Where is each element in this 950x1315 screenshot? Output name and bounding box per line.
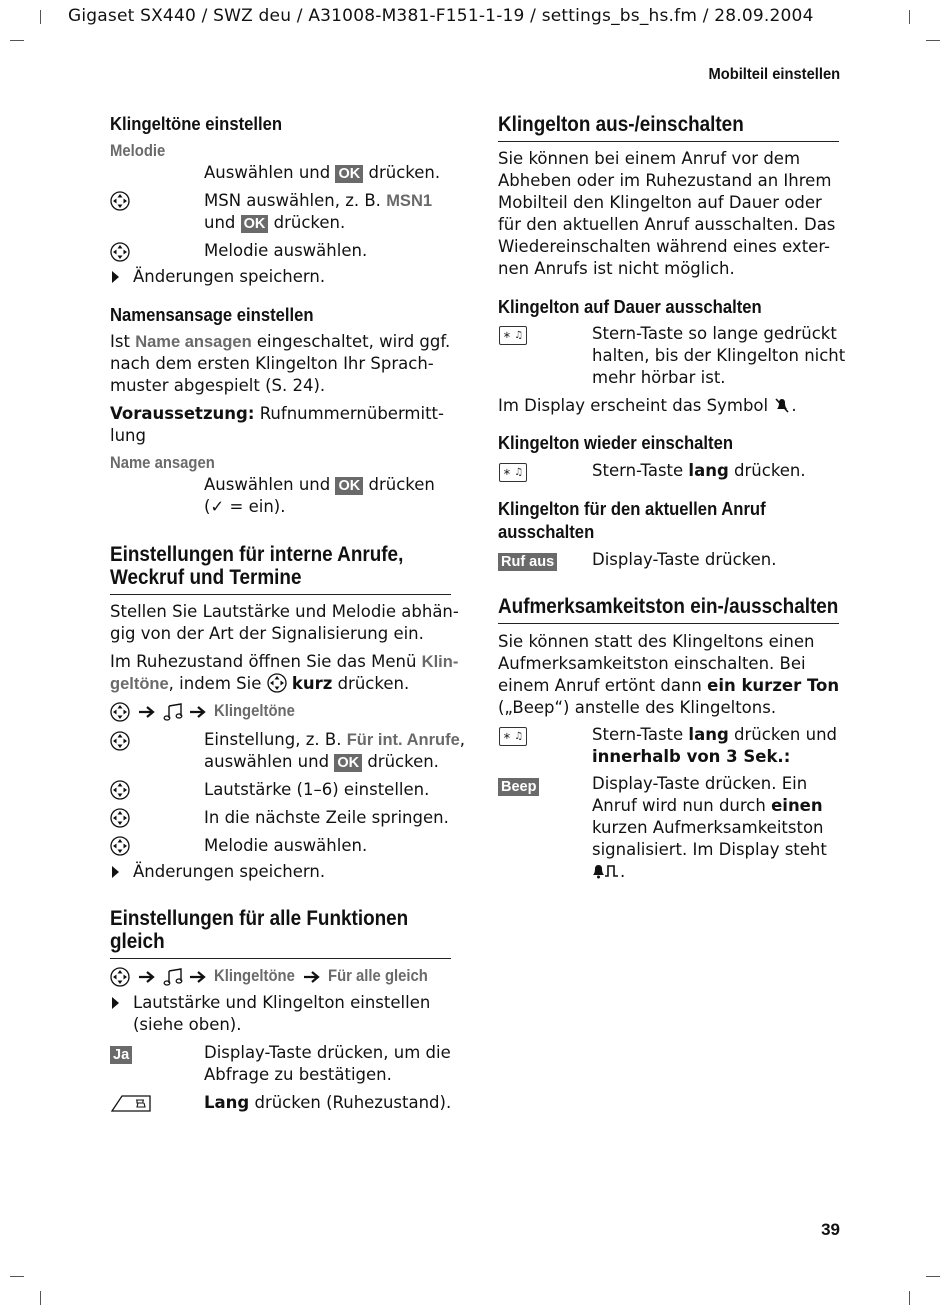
- requirement: Voraussetzung: Rufnummernübermitt-: [110, 404, 444, 423]
- bullet-arrow-icon: [112, 271, 119, 283]
- heading-alle-line1: Einstellungen für alle Funktionen: [110, 907, 409, 930]
- divider: [498, 141, 839, 142]
- music-note-icon: [163, 702, 185, 722]
- step-note: (✓ = ein).: [204, 497, 286, 516]
- heading-intern-line2: Weckruf und Termine: [110, 566, 302, 589]
- paragraph-line: Wiedereinschalten während eines exter-: [498, 237, 830, 256]
- paragraph-line: („Beep“) anstelle des Klingeltons.: [498, 698, 777, 717]
- step-text: Display-Taste drücken. Ein: [592, 774, 808, 793]
- crop-mark: [909, 1291, 910, 1305]
- star-key-icon: ∗ ♫: [499, 463, 527, 482]
- bullet-arrow-icon: [112, 866, 119, 878]
- heading-alle-line2: gleich: [110, 930, 165, 953]
- navigation-key-icon: [110, 731, 130, 751]
- navigation-key-icon: [110, 191, 130, 211]
- menu-name-ansagen: Name ansagen: [110, 454, 215, 472]
- paragraph-line: einem Anruf ertönt dann ein kurzer Ton: [498, 676, 840, 695]
- step-setting: Einstellung, z. B. Für int. Anrufe,: [204, 730, 465, 749]
- bullet-text: Lautstärke und Klingelton einstellen: [133, 993, 431, 1012]
- heading-wieder: Klingelton wieder einschalten: [498, 432, 733, 453]
- running-header: Gigaset SX440 / SWZ deu / A31008-M381-F151-1-19 / settings_bs_hs.fm / 28.09.2004: [68, 6, 814, 26]
- beep-bell-icon: [592, 863, 620, 879]
- step-text: Anruf wird nun durch einen: [592, 796, 823, 815]
- step-msn: MSN auswählen, z. B. MSN1: [204, 191, 433, 210]
- step-text: mehr hörbar ist.: [592, 368, 726, 387]
- ok-key: OK: [335, 165, 363, 183]
- heading-intern-line1: Einstellungen für interne Anrufe,: [110, 543, 404, 566]
- paragraph-line: muster abgespielt (S. 24).: [110, 376, 326, 395]
- divider: [498, 623, 839, 624]
- crop-mark: [40, 1291, 41, 1305]
- crop-mark: [909, 10, 910, 24]
- arrow-right-icon: [189, 969, 209, 985]
- paragraph-line: Aufmerksamkeitston einschalten. Bei: [498, 654, 806, 673]
- navigation-key-icon: [110, 967, 130, 987]
- navigation-key-icon: [110, 808, 130, 828]
- crop-mark: [926, 40, 940, 41]
- paragraph-line: Im Display erscheint das Symbol .: [498, 396, 797, 415]
- navigation-key-icon: [110, 780, 130, 800]
- end-call-key-icon: [110, 1093, 152, 1113]
- arrow-right-icon: [138, 704, 158, 720]
- paragraph-line: Sie können bei einem Anruf vor dem: [498, 149, 801, 168]
- step-volume: Lautstärke (1–6) einstellen.: [204, 780, 430, 799]
- step-end: Lang drücken (Ruhezustand).: [204, 1093, 452, 1112]
- ok-key: OK: [241, 215, 269, 233]
- navigation-key-icon: [110, 836, 130, 856]
- step-melody: Melodie auswählen.: [204, 836, 368, 855]
- star-key-icon: ∗ ♫: [499, 727, 527, 746]
- heading-namensansage: Namensansage einstellen: [110, 304, 314, 325]
- divider: [110, 958, 451, 959]
- paragraph-line: Ist Name ansagen eingeschaltet, wird ggf.: [110, 332, 451, 351]
- paragraph-line: für den aktuellen Anruf ausschalten. Das: [498, 215, 836, 234]
- step-text: halten, bis der Klingelton nicht: [592, 346, 846, 365]
- paragraph-line: nen Anrufs ist nicht möglich.: [498, 259, 735, 278]
- heading-aus-ein: Klingelton aus-/einschalten: [498, 113, 744, 136]
- menu-klingeltoene: Klingeltöne: [214, 702, 295, 720]
- step-select: Auswählen und OK drücken.: [204, 163, 441, 182]
- arrow-right-icon: [303, 969, 323, 985]
- navigation-key-icon: [267, 673, 287, 693]
- navigation-key-icon: [110, 702, 130, 722]
- step-text: Stern-Taste so lange gedrückt: [592, 324, 837, 343]
- paragraph-line: Sie können statt des Klingeltons einen: [498, 632, 815, 651]
- step-save: Änderungen speichern.: [133, 862, 326, 881]
- step-text: Abfrage zu bestätigen.: [204, 1065, 392, 1084]
- paragraph-line: geltöne, indem Sie kurz drücken.: [110, 674, 410, 693]
- arrow-right-icon: [189, 704, 209, 720]
- step-text: Stern-Taste lang drücken.: [592, 461, 806, 480]
- step-melody: Melodie auswählen.: [204, 241, 368, 260]
- arrow-right-icon: [138, 969, 158, 985]
- step-setting-confirm: auswählen und OK drücken.: [204, 752, 439, 771]
- bullet-text: (siehe oben).: [133, 1015, 242, 1034]
- paragraph-line: nach dem ersten Klingelton Ihr Sprach-: [110, 354, 434, 373]
- ja-softkey: Ja: [110, 1044, 132, 1064]
- step-text: Display-Taste drücken.: [592, 550, 777, 569]
- step-select: Auswählen und OK drücken: [204, 475, 435, 494]
- page-number: 39: [821, 1220, 840, 1239]
- paragraph-line: gig von der Art der Signalisierung ein.: [110, 624, 424, 643]
- music-note-icon: [163, 967, 185, 987]
- step-msn-confirm: und OK drücken.: [204, 213, 346, 232]
- paragraph-line: Abheben oder im Ruhezustand an Ihrem: [498, 171, 832, 190]
- menu-fuer-alle-gleich: Für alle gleich: [328, 967, 428, 985]
- ok-key: OK: [335, 477, 363, 495]
- crop-mark: [10, 40, 24, 41]
- heading-aktuell-line1: Klingelton für den aktuellen Anruf: [498, 498, 766, 519]
- star-key-icon: ∗ ♫: [499, 326, 527, 345]
- beep-softkey: Beep: [498, 776, 539, 796]
- crop-mark: [40, 10, 41, 24]
- ruf-aus-softkey: Ruf aus: [498, 551, 557, 571]
- step-next-line: In die nächste Zeile springen.: [204, 808, 449, 827]
- step-text: kurzen Aufmerksamkeitston: [592, 818, 824, 837]
- divider: [110, 594, 451, 595]
- menu-melodie: Melodie: [110, 142, 166, 160]
- heading-klingeltoene: Klingeltöne einstellen: [110, 113, 283, 134]
- heading-dauer: Klingelton auf Dauer ausschalten: [498, 296, 762, 317]
- paragraph-line: Im Ruhezustand öffnen Sie das Menü Klin-: [110, 652, 459, 671]
- step-text: Display-Taste drücken, um die: [204, 1043, 451, 1062]
- crop-mark: [10, 1276, 24, 1277]
- step-text: signalisiert. Im Display steht: [592, 840, 827, 859]
- bullet-arrow-icon: [112, 997, 119, 1009]
- section-title: Mobilteil einstellen: [708, 66, 840, 83]
- step-text: Stern-Taste lang drücken und: [592, 725, 838, 744]
- menu-klingeltoene: Klingeltöne: [214, 967, 295, 985]
- heading-aufmerksamkeitston: Aufmerksamkeitston ein-/ausschalten: [498, 595, 839, 618]
- ok-key: OK: [334, 754, 362, 772]
- requirement-cont: lung: [110, 426, 146, 445]
- ringer-off-icon: [773, 396, 791, 414]
- step-text: .: [592, 861, 625, 883]
- navigation-key-icon: [110, 242, 130, 262]
- paragraph-line: Stellen Sie Lautstärke und Melodie abhän-: [110, 602, 459, 621]
- paragraph-line: Mobilteil den Klingelton auf Dauer oder: [498, 193, 822, 212]
- crop-mark: [926, 1276, 940, 1277]
- heading-aktuell-line2: ausschalten: [498, 521, 595, 542]
- step-save: Änderungen speichern.: [133, 267, 326, 286]
- step-text: innerhalb von 3 Sek.:: [592, 747, 791, 766]
